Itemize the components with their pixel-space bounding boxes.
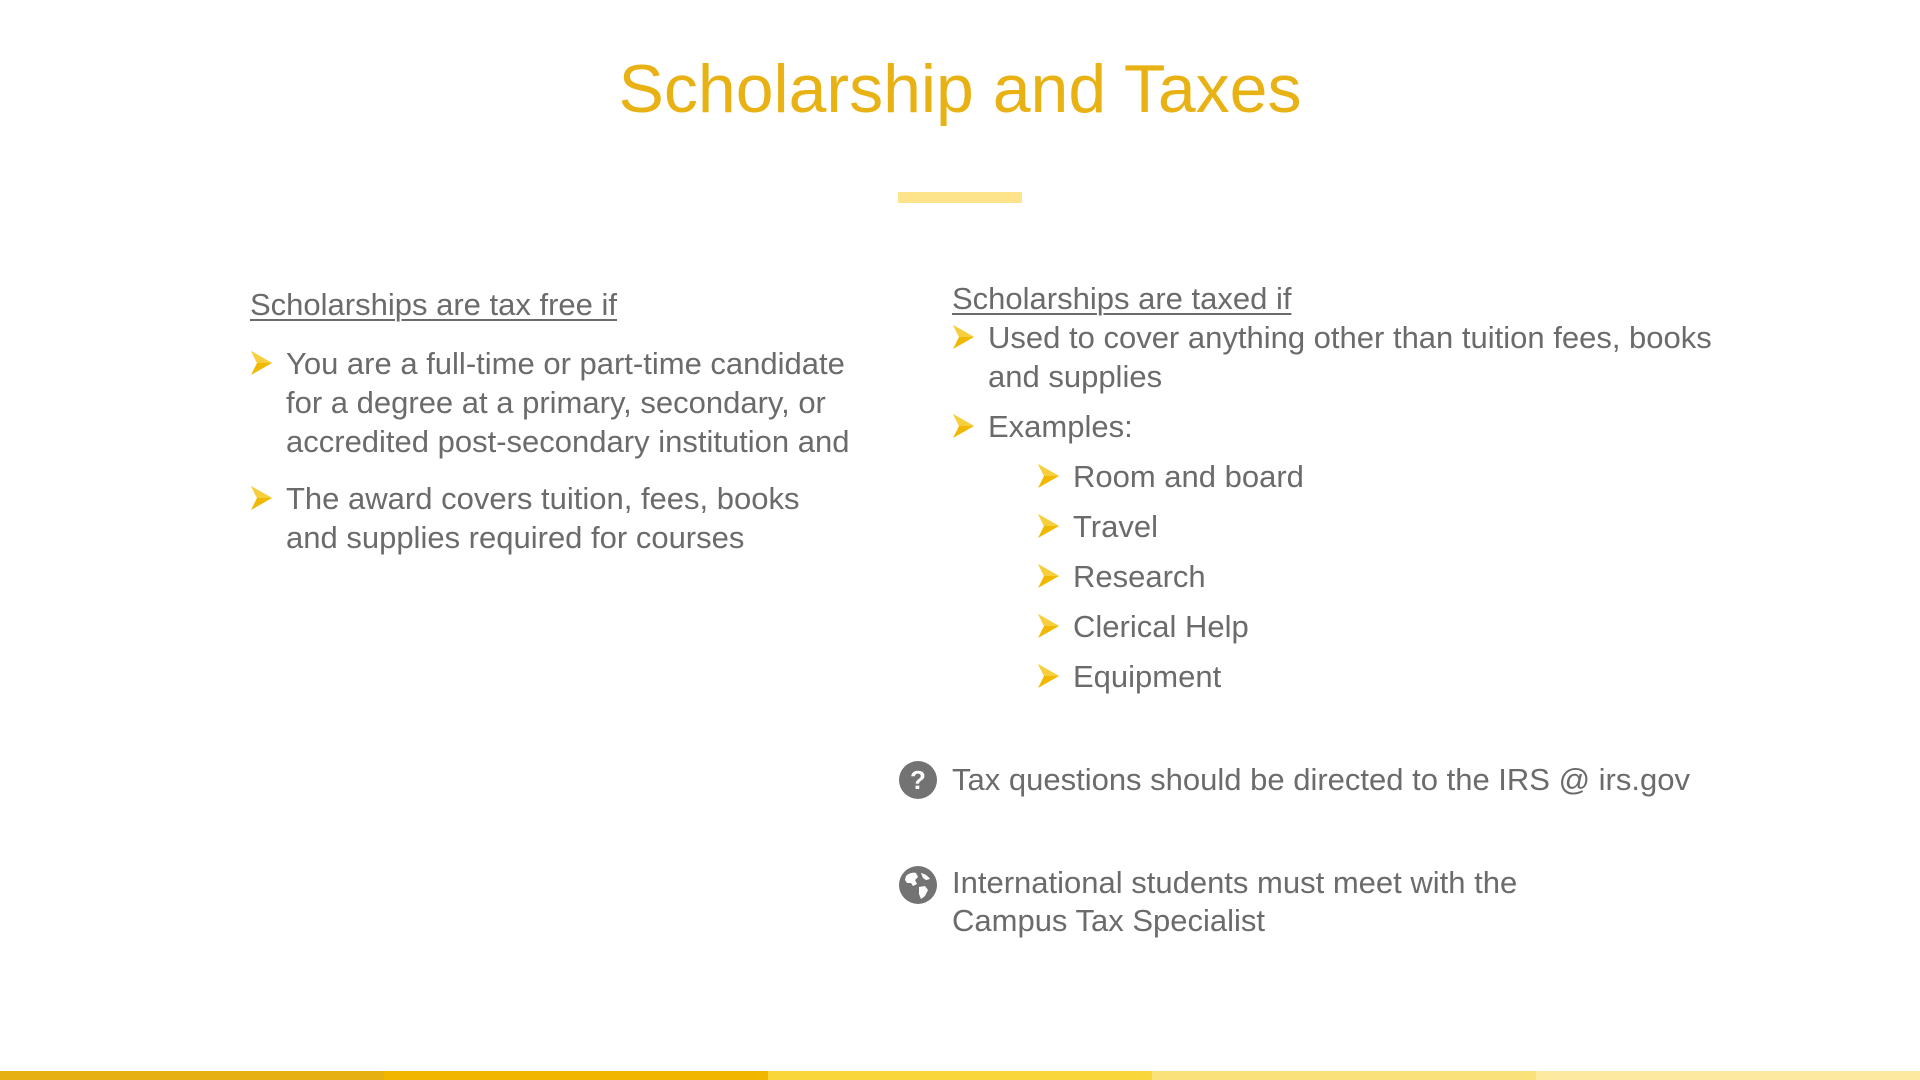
taxed-heading: Scholarships are taxed if xyxy=(952,281,1292,316)
international-note-line-1: International students must meet with the xyxy=(952,865,1518,900)
tax-free-heading: Scholarships are tax free if xyxy=(250,287,618,322)
example-item xyxy=(1037,557,1752,596)
international-note-line-2: Campus Tax Specialist xyxy=(952,903,1266,938)
bottom-bar-segment xyxy=(384,1071,768,1080)
bottom-color-bar xyxy=(0,1071,1920,1080)
example-item-text: Travel xyxy=(1073,509,1158,544)
example-item xyxy=(1037,457,1752,496)
example-item-text: Clerical Help xyxy=(1073,609,1249,644)
arrow-bullet-icon xyxy=(1037,662,1061,690)
arrow-bullet-icon xyxy=(1037,562,1061,590)
example-item xyxy=(1037,657,1752,696)
list-item xyxy=(952,318,1752,396)
title-accent-bar xyxy=(898,192,1022,203)
slide-title: Scholarship and Taxes xyxy=(618,51,1302,127)
svg-text:?: ? xyxy=(910,765,926,795)
bottom-bar-segment xyxy=(0,1071,384,1080)
list-item xyxy=(250,344,850,461)
example-item xyxy=(1037,607,1752,646)
tax-free-column xyxy=(250,286,850,557)
list-item-text: Used to cover anything other than tuition fees, books and supplies xyxy=(988,320,1712,394)
list-item xyxy=(952,407,1752,446)
bottom-bar-segment xyxy=(768,1071,1152,1080)
examples-list xyxy=(952,457,1752,696)
bottom-bar-segment xyxy=(1152,1071,1536,1080)
taxed-column xyxy=(952,280,1752,696)
globe-icon xyxy=(898,865,938,905)
international-note xyxy=(898,864,1798,940)
list-item-text: The award covers tuition, fees, books and supplies required for courses xyxy=(286,481,800,555)
arrow-bullet-icon xyxy=(250,349,274,377)
question-circle-icon xyxy=(898,760,938,800)
list-item xyxy=(250,479,850,557)
arrow-bullet-icon xyxy=(1037,612,1061,640)
list-item-text: You are a full-time or part-time candidate for a degree at a primary, secondary, or accredited post-secondary institution and xyxy=(286,346,850,459)
example-item-text: Equipment xyxy=(1073,659,1222,694)
example-item-text: Research xyxy=(1073,559,1206,594)
taxed-list xyxy=(952,318,1752,446)
arrow-bullet-icon xyxy=(952,412,976,440)
arrow-bullet-icon xyxy=(1037,512,1061,540)
bottom-bar-segment xyxy=(1536,1071,1920,1080)
list-item-text: Examples: xyxy=(988,409,1133,444)
arrow-bullet-icon xyxy=(1037,462,1061,490)
irs-note-text: Tax questions should be directed to the IRS @ irs.gov xyxy=(952,762,1690,797)
example-item-text: Room and board xyxy=(1073,459,1304,494)
international-note-text xyxy=(952,864,1517,940)
tax-free-list xyxy=(250,344,850,557)
example-item xyxy=(1037,507,1752,546)
arrow-bullet-icon xyxy=(952,323,976,351)
irs-note xyxy=(898,761,1798,800)
arrow-bullet-icon xyxy=(250,484,274,512)
